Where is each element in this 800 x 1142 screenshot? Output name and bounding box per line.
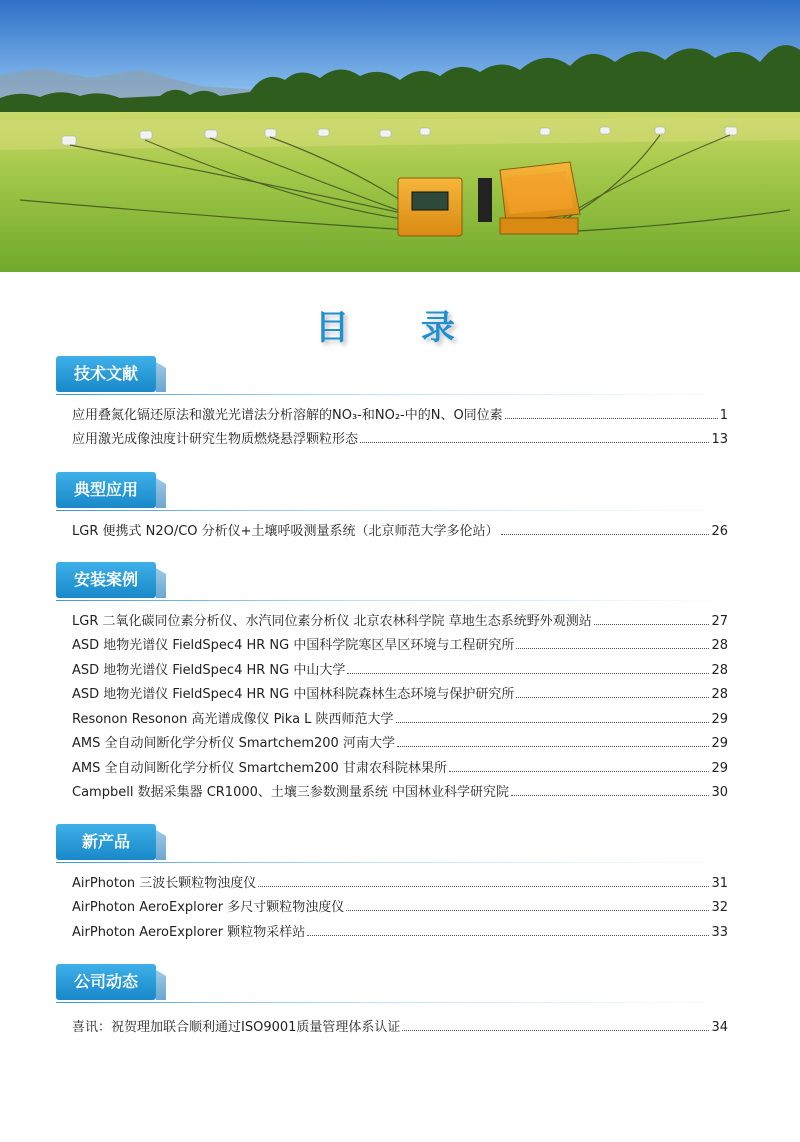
toc-entry[interactable] xyxy=(72,915,728,940)
section-badge: 公司动态 xyxy=(56,964,156,1000)
entry-page: 33 xyxy=(711,924,728,940)
section-divider xyxy=(56,510,736,511)
entry-page: 29 xyxy=(711,711,728,727)
toc-entry[interactable] xyxy=(72,751,728,776)
section-badge: 新产品 xyxy=(56,824,156,860)
dot-leader xyxy=(396,722,710,723)
entry-title: AirPhoton AeroExplorer 颗粒物采样站 xyxy=(72,924,306,940)
section-divider xyxy=(56,862,736,863)
toc-entries xyxy=(72,866,728,940)
entry-title: Campbell 数据采集器 CR1000、土壤三参数测量系统 中国林业科学研究院 xyxy=(72,785,510,800)
entry-title: 应用叠氮化镉还原法和激光光谱法分析溶解的NO₃-和NO₂-中的N、O同位素 xyxy=(72,407,503,423)
entry-title: Resonon Resonon 高光谱成像仪 Pika L 陕西师范大学 xyxy=(72,711,394,727)
entry-title: 应用激光成像浊度计研究生物质燃烧悬浮颗粒形态 xyxy=(72,432,359,447)
toc-entry[interactable] xyxy=(72,604,728,629)
entry-page: 29 xyxy=(711,760,728,776)
entry-title: AirPhoton AeroExplorer 多尺寸颗粒物浊度仪 xyxy=(72,900,345,915)
entry-title: AMS 全自动间断化学分析仪 Smartchem200 河南大学 xyxy=(72,736,395,751)
entry-title: AMS 全自动间断化学分析仪 Smartchem200 甘肃农科院林果所 xyxy=(72,760,447,776)
toc-entry[interactable] xyxy=(72,727,728,752)
toc-entries xyxy=(72,1010,728,1035)
section-divider xyxy=(56,1002,736,1003)
toc-title: 目 录 xyxy=(315,308,485,348)
entry-title: ASD 地物光谱仪 FieldSpec4 HR NG 中山大学 xyxy=(72,662,346,678)
toc-entry[interactable] xyxy=(72,1010,728,1035)
entry-title: LGR 便携式 N2O/CO 分析仪+土壤呼吸测量系统（北京师范大学多伦站） xyxy=(72,523,499,539)
toc-entry[interactable] xyxy=(72,629,728,654)
toc-entry[interactable] xyxy=(72,891,728,916)
dot-leader xyxy=(258,886,709,887)
entry-page: 28 xyxy=(711,638,728,653)
entry-title: 喜讯：祝贺理加联合顺利通过ISO9001质量管理体系认证 xyxy=(72,1019,401,1035)
entry-page: 30 xyxy=(711,785,728,800)
hero-photo xyxy=(0,0,800,272)
dot-leader xyxy=(594,624,710,625)
toc-entry[interactable] xyxy=(72,866,728,891)
entry-page: 13 xyxy=(711,432,728,447)
toc-entry[interactable] xyxy=(72,702,728,727)
toc-entry[interactable] xyxy=(72,678,728,703)
toc-entry[interactable] xyxy=(72,514,728,539)
entry-page: 34 xyxy=(711,1019,728,1035)
dot-leader xyxy=(516,648,709,649)
toc-entries xyxy=(72,514,728,539)
dot-leader xyxy=(360,442,709,443)
dot-leader xyxy=(402,1030,709,1031)
dot-leader xyxy=(505,418,718,419)
entry-page: 28 xyxy=(711,687,728,702)
toc-entry[interactable] xyxy=(72,653,728,678)
dot-leader xyxy=(397,746,710,747)
entry-page: 26 xyxy=(711,523,728,539)
entry-title: AirPhoton 三波长颗粒物浊度仪 xyxy=(72,875,257,891)
dot-leader xyxy=(511,795,709,796)
grassland-scene xyxy=(0,0,800,272)
toc-entry[interactable] xyxy=(72,776,728,801)
toc-entry[interactable] xyxy=(72,398,728,423)
section-badge: 安装案例 xyxy=(56,562,156,598)
dot-leader xyxy=(346,910,709,911)
entry-page: 29 xyxy=(711,736,728,751)
toc-entries xyxy=(72,604,728,800)
section-badge: 典型应用 xyxy=(56,472,156,508)
entry-page: 32 xyxy=(711,900,728,915)
entry-page: 31 xyxy=(711,875,728,891)
section-divider xyxy=(56,600,736,601)
toc-entries xyxy=(72,398,728,447)
entry-title: ASD 地物光谱仪 FieldSpec4 HR NG 中国科学院寒区旱区环境与工程研究所 xyxy=(72,638,515,653)
entry-page: 27 xyxy=(711,613,728,629)
section-badge: 技术文献 xyxy=(56,356,156,392)
section-divider xyxy=(56,394,736,395)
entry-page: 28 xyxy=(711,662,728,678)
entry-page: 1 xyxy=(719,407,728,423)
toc-entry[interactable] xyxy=(72,423,728,448)
dot-leader xyxy=(347,673,709,674)
entry-title: ASD 地物光谱仪 FieldSpec4 HR NG 中国林科院森林生态环境与保护研究所 xyxy=(72,687,515,702)
dot-leader xyxy=(516,697,709,698)
entry-title: LGR 二氧化碳同位素分析仪、水汽同位素分析仪 北京农林科学院 草地生态系统野外观测站 xyxy=(72,613,592,629)
dot-leader xyxy=(307,935,709,936)
dot-leader xyxy=(501,534,710,535)
dot-leader xyxy=(449,771,710,772)
